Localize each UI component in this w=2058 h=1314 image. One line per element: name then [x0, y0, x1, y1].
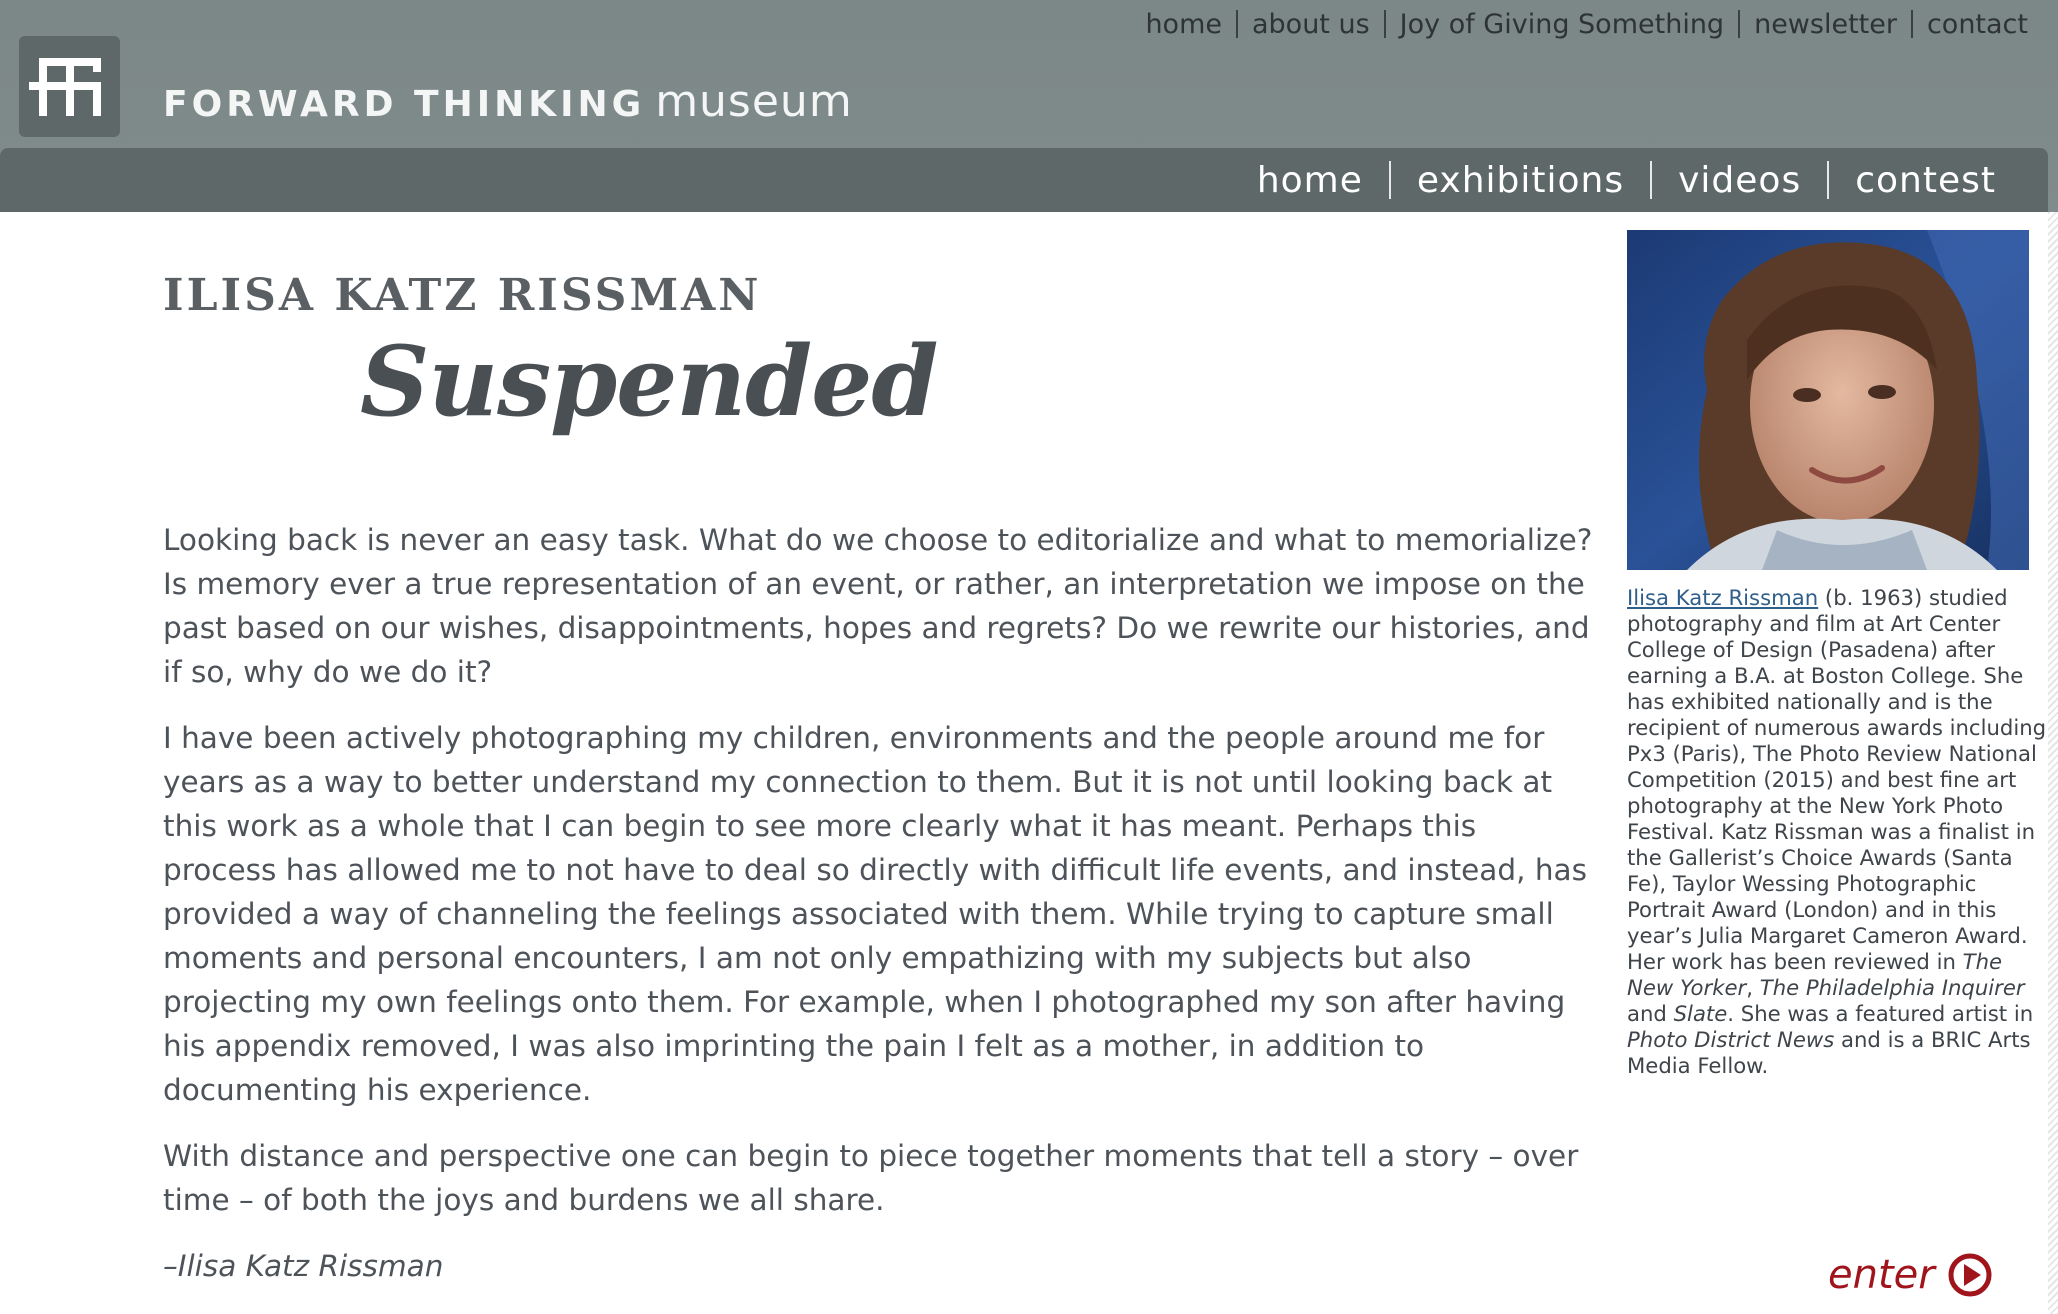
brand-wordmark[interactable] [163, 72, 853, 132]
main-nav-home[interactable]: home [1256, 159, 1363, 201]
bio-text: and is a BRIC Arts Media Fellow. [1627, 1027, 2031, 1078]
main-nav-videos[interactable]: videos [1678, 159, 1802, 201]
bio-text: . She was a featured artist in [1727, 1001, 2034, 1026]
nav-divider [1650, 161, 1652, 199]
bio-text: , [1746, 975, 1760, 1000]
nav-divider [1389, 161, 1391, 199]
statement-paragraph: With distance and perspective one can begin to piece together moments that tell a story – over time – of both the joys and burdens we all share. [163, 1139, 1579, 1217]
museum-logo[interactable] [19, 36, 120, 137]
top-nav-contact[interactable]: contact [1926, 8, 2028, 40]
bio-text: and [1627, 1001, 1674, 1026]
brand-name: FORWARD THINKING [163, 84, 646, 125]
brand-suffix: museum [655, 76, 853, 127]
utility-nav [1145, 4, 2028, 44]
exhibition-title: Suspended [360, 325, 938, 438]
bio-text: (b. 1963) studied photography and film at Art Center College of Design (Pasadena) after earning a B.A. at Boston College. She has exhibited nationally and is the recipient of numerous awards including Px3 (Paris), The Photo Review National Competition (2015) and best fine art photography at the New York Photo Festival. Katz Rissman was a finalist in the Gallerist’s Choice Awards (Santa Fe), Taylor Wessing Photographic Portrait Award (London) and in this year’s Julia Margaret Cameron Award. Her work has been reviewed in [1627, 585, 2047, 974]
publication-name: The Philadelphia Inquirer [1759, 975, 2025, 1000]
statement-signature: –Ilisa Katz Rissman [163, 1249, 444, 1283]
top-nav-joy-of-giving[interactable]: Joy of Giving Something [1399, 8, 1725, 40]
artist-portrait [1627, 230, 2029, 570]
nav-divider [1236, 10, 1238, 38]
enter-button[interactable] [1828, 1250, 1993, 1300]
artist-name: ILISA KATZ RISSMAN [163, 270, 762, 321]
main-nav-bar [0, 148, 2048, 212]
publication-name: Photo District News [1627, 1027, 1835, 1052]
play-arrow-icon [1947, 1252, 1993, 1298]
publication-name: Slate [1673, 1001, 1728, 1026]
main-nav-contest[interactable]: contest [1855, 159, 1996, 201]
artist-bio [1627, 585, 2047, 1079]
site-header [0, 0, 2058, 212]
top-nav-newsletter[interactable]: newsletter [1754, 8, 1897, 40]
nav-divider [1738, 10, 1740, 38]
artist-statement [163, 518, 1593, 1310]
logo-icon [19, 36, 120, 137]
statement-paragraph: I have been actively photographing my children, environments and the people around me for years as a way to better understand my connection to them. But it is not until looking back at this work as a whole that I can begin to see more clearly what it has meant. Perhaps this process has allowed me to not have to deal so directly with difficult life events, and instead, has provided a way of channeling the feelings associated with them. While trying to capture small moments and personal encounters, I am not only empathizing with my subjects but also projecting my own feelings onto them. For example, when I photographed my son after having his appendix removed, I was also imprinting the pain I felt as a mother, in addition to documenting his experience. [163, 721, 1588, 1107]
top-nav-about-us[interactable]: about us [1251, 8, 1370, 40]
artist-bio-link[interactable]: Ilisa Katz Rissman [1627, 585, 1819, 610]
main-nav [1257, 148, 1996, 212]
nav-divider [1384, 10, 1386, 38]
publication-name: The New Yorker [1627, 949, 2003, 1000]
nav-divider [1827, 161, 1829, 199]
statement-paragraph: Looking back is never an easy task. What do we choose to editorialize and what to memorialize? Is memory ever a true representation of an event, or rather, an interpretation we impose on the past based on our wishes, disappointments, hopes and regrets? Do we rewrite our histories, and if so, why do we do it? [163, 523, 1593, 689]
portrait-image [1627, 230, 2029, 570]
main-nav-exhibitions[interactable]: exhibitions [1416, 159, 1625, 201]
nav-divider [1911, 10, 1913, 38]
top-nav-home[interactable]: home [1145, 8, 1222, 40]
enter-label: enter [1828, 1252, 1935, 1298]
page-edge-texture [2048, 212, 2058, 1314]
